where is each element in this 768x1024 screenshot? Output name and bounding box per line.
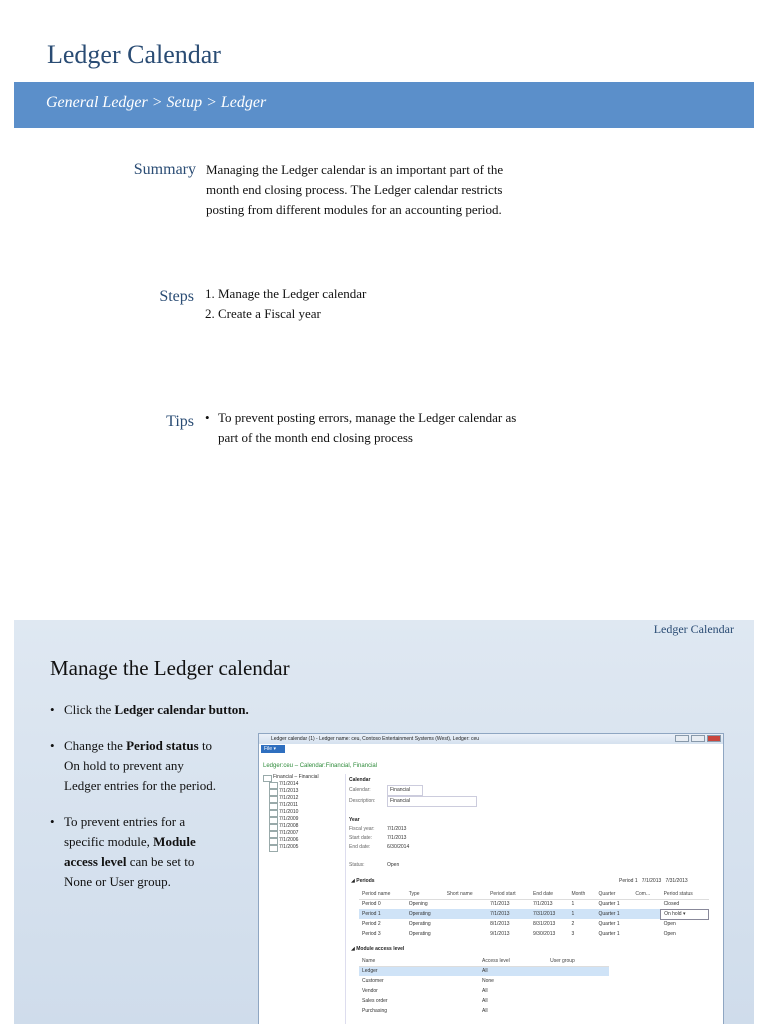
- bullet-item: • To prevent entries for a specific module, Module access level can be set to None or User group.: [50, 812, 250, 892]
- summary-line: posting from different modules for an accounting period.: [206, 202, 502, 217]
- tip-line: part of the month end closing process: [218, 430, 413, 445]
- steps-list: [205, 284, 366, 324]
- table-header-row: Period name Type Short name Period start End date Month Quarter Com... Period status: [359, 889, 709, 899]
- window-titlebar: [259, 734, 723, 744]
- tree-item[interactable]: 7/1/2007: [263, 830, 343, 837]
- calendar-fields: Calendar Calendar: Financial Description: Financial Year Fiscal year: 7/1/2013 Start date: 7/1/2013 End date: 6/30/2014 Status: Open: [349, 776, 477, 870]
- tree-item[interactable]: 7/1/2012: [263, 795, 343, 802]
- module-access-section-header[interactable]: ◢ Module access level: [351, 946, 405, 952]
- bullet-item: • Change the Period status to On hold to prevent any Ledger entries for the period.: [50, 736, 250, 796]
- table-row[interactable]: Customer None: [362, 978, 494, 984]
- tree-item[interactable]: 7/1/2011: [263, 802, 343, 809]
- tree-item[interactable]: 7/1/2009: [263, 816, 343, 823]
- list-item: 1. Manage the Ledger calendar: [205, 286, 367, 301]
- table-row[interactable]: Ledger All: [359, 966, 609, 976]
- window-breadcrumb: Ledger:ceu – Calendar:Financial, Financial: [263, 763, 378, 769]
- table-header-row: Name Access level User group: [359, 956, 609, 966]
- file-menu-button[interactable]: File ▾: [261, 745, 285, 753]
- fiscal-tree: [263, 774, 343, 851]
- slide-header: Ledger Calendar: [653, 622, 734, 636]
- tree-item[interactable]: 7/1/2014: [263, 781, 343, 788]
- slide-title: Manage the Ledger calendar: [50, 656, 290, 680]
- divider: [345, 774, 346, 1024]
- summary-line: month end closing process. The Ledger calendar restricts: [206, 182, 503, 197]
- minimize-icon[interactable]: [675, 735, 689, 742]
- tree-item[interactable]: 7/1/2010: [263, 809, 343, 816]
- bullet-item: • Click the Ledger calendar button.: [50, 700, 249, 720]
- table-row[interactable]: Purchasing All: [362, 1008, 488, 1014]
- table-row[interactable]: Sales order All: [362, 998, 488, 1004]
- module-access-table: [359, 956, 609, 1016]
- slide: [14, 620, 754, 1024]
- window-title: Ledger calendar (1) - Ledger name: ceu, Contoso Entertainment Systems (West), Ledger: ceu: [271, 736, 480, 742]
- list-item: 2. Create a Fiscal year: [205, 306, 321, 321]
- table-row[interactable]: Period 3 Operating 9/1/2013 9/30/2013 3 Quarter 1 Open: [362, 931, 676, 937]
- close-icon[interactable]: [707, 735, 721, 742]
- summary-text: [206, 160, 503, 220]
- periods-table: [359, 889, 709, 939]
- tips-label: Tips: [166, 413, 194, 430]
- maximize-icon[interactable]: [691, 735, 705, 742]
- calendar-field[interactable]: Financial: [387, 785, 423, 796]
- page-title: Ledger Calendar: [47, 40, 221, 69]
- description-field[interactable]: Financial: [387, 796, 477, 807]
- tree-item[interactable]: 7/1/2013: [263, 788, 343, 795]
- tips-text: [205, 408, 768, 448]
- table-row[interactable]: Period 2 Operating 8/1/2013 8/31/2013 2 Quarter 1 Open: [362, 921, 676, 928]
- table-row[interactable]: Vendor All: [362, 988, 488, 994]
- tree-item[interactable]: 7/1/2008: [263, 823, 343, 830]
- tree-item[interactable]: 7/1/2006: [263, 837, 343, 844]
- tree-root[interactable]: Financial – Financial: [263, 774, 343, 781]
- breadcrumb-banner: [14, 82, 754, 128]
- table-row[interactable]: Period 0 Opening 7/1/2013 7/1/2013 1 Quarter 1 Closed: [362, 901, 680, 908]
- steps-label: Steps: [159, 288, 194, 305]
- ledger-calendar-window: [258, 733, 724, 1024]
- summary-label: Summary: [133, 161, 196, 178]
- period-summary: Period 1 7/1/2013 7/31/2013: [619, 878, 688, 884]
- periods-section-header[interactable]: ◢ Periods: [351, 878, 375, 884]
- breadcrumb: General Ledger > Setup > Ledger: [46, 94, 267, 111]
- period-status-select[interactable]: On hold ▾: [661, 909, 709, 919]
- tip-line: • To prevent posting errors, manage the Ledger calendar as: [218, 410, 517, 425]
- summary-line: Managing the Ledger calendar is an important part of the: [206, 162, 504, 177]
- table-row[interactable]: Period 1 Operating 7/1/2013 7/31/2013 1 Quarter 1 On hold ▾: [359, 909, 709, 919]
- tree-item[interactable]: 7/1/2005: [263, 844, 343, 851]
